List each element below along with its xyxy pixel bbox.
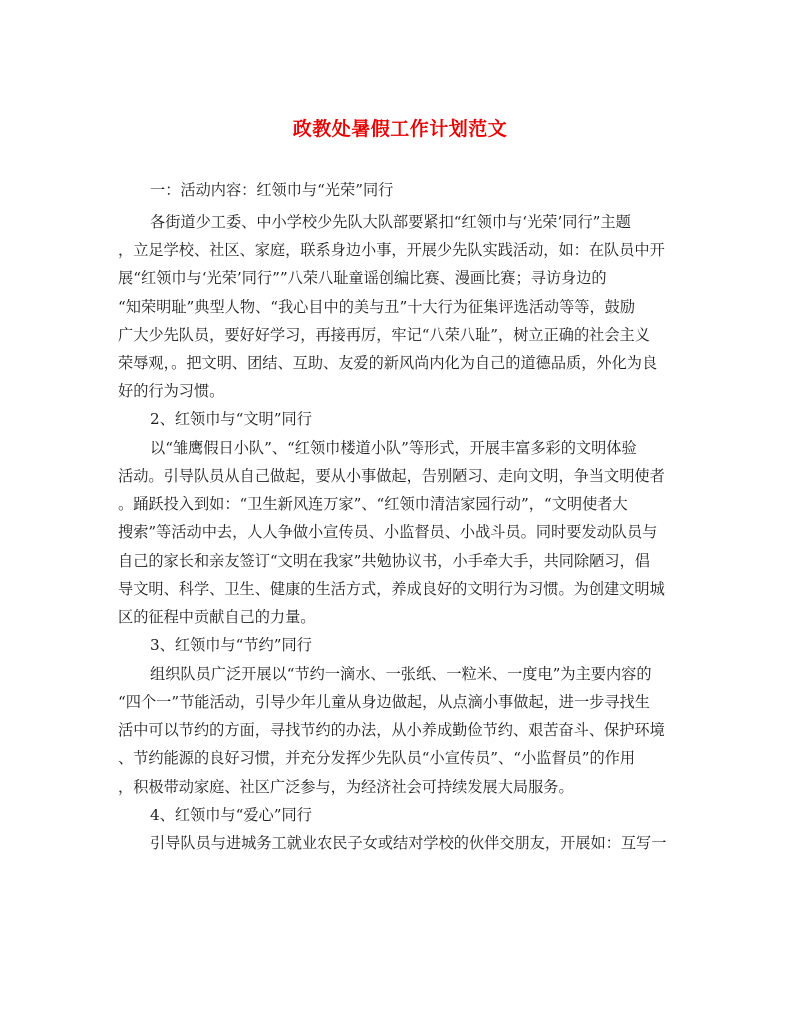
body-line: ，积极带动家庭、社区广泛参与，为经济社会可持续发展大局服务。 [118, 778, 574, 796]
body-line: 搜索”等活动中去，人人争做小宣传员、小监督员、小战斗员。同时要发动队员与 [118, 523, 658, 541]
section-heading-3: 3、红领巾与“节约”同行 [150, 636, 312, 654]
body-line: “知荣明耻”典型人物、“我心目中的美与丑”十大行为征集评选活动等等，鼓励 [118, 298, 636, 316]
body-line: “四个一”节能活动，引导少年儿童从身边做起，从点滴小事做起，进一步寻找生 [118, 693, 650, 711]
body-line: 好的行为习惯。 [118, 382, 225, 400]
body-line: 区的征程中贡献自己的力量。 [118, 608, 316, 626]
body-line: 引导队员与进城务工就业农民子女或结对学校的伙伴交朋友，开展如：互写一 [150, 834, 667, 852]
body-line: 活中可以节约的方面，寻找节约的办法，从小养成勤俭节约、艰苦奋斗、保护环境 [118, 721, 665, 739]
body-line: 以“雏鹰假日小队”、“红领巾楼道小队”等形式，开展丰富多彩的文明体验 [150, 439, 637, 457]
body-line: 荣辱观，。把文明、团结、互助、友爱的新风尚内化为自己的道德品质，外化为良 [118, 354, 658, 372]
body-line: 组织队员广泛开展以“节约一滴水、一张纸、一粒米、一度电”为主要内容的 [150, 665, 652, 683]
body-line: 活动。引导队员从自己做起，要从小事做起，告别陋习、走向文明，争当文明使者 [118, 467, 665, 485]
body-line: 导文明、科学、卫生、健康的生活方式，养成良好的文明行为习惯。为创建文明城 [118, 580, 665, 598]
body-line: 广大少先队员，要好好学习，再接再厉，牢记“八荣八耻”，树立正确的社会主义 [118, 326, 650, 344]
body-line: 自己的家长和亲友签订“文明在我家”共勉协议书，小手牵大手，共同除陋习，倡 [118, 552, 650, 570]
body-line: 展“红领巾与‘光荣’同行””八荣八耻童谣创编比赛、漫画比赛；寻访身边的 [118, 269, 607, 287]
body-line: ，立足学校、社区、家庭，联系身边小事，开展少先队实践活动，如：在队员中开 [118, 241, 665, 259]
body-line: 、节约能源的良好习惯，并充分发挥少先队员“小宣传员”、“小监督员”的作用 [118, 749, 636, 767]
body-line: 各街道少工委、中小学校少先队大队部要紧扣“红领巾与‘光荣’同行”主题 [150, 213, 631, 231]
section-heading-4: 4、红领巾与“爱心”同行 [150, 806, 312, 824]
section-heading-2: 2、红领巾与“文明”同行 [150, 410, 312, 428]
document-title: 政教处暑假工作计划范文 [292, 118, 508, 140]
body-line: 。踊跃投入到如：“卫生新风连万家”、“红领巾清洁家园行动”，“文明使者大 [118, 495, 628, 513]
section-heading-1: 一：活动内容：红领巾与“光荣”同行 [150, 181, 394, 199]
